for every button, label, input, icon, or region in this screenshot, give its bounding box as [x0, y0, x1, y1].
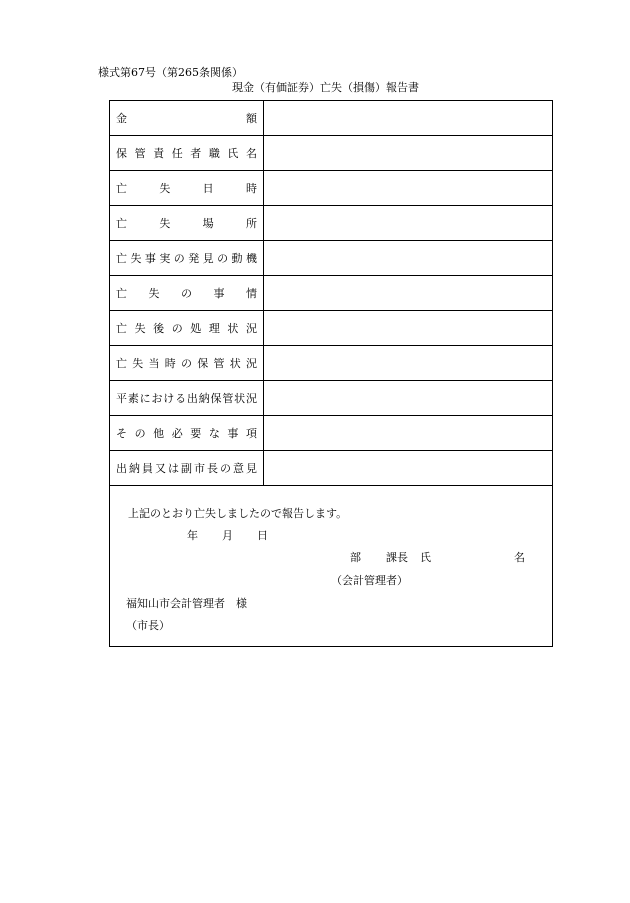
table-row [110, 416, 552, 451]
table-row [110, 136, 552, 171]
declaration-section [110, 486, 552, 646]
row-label-amount: 金額 [110, 101, 264, 135]
custodian-field[interactable] [264, 136, 552, 170]
discovery-field[interactable] [264, 241, 552, 275]
storage-at-loss-field[interactable] [264, 346, 552, 380]
loss-datetime-field[interactable] [264, 171, 552, 205]
usual-storage-field[interactable] [264, 381, 552, 415]
form-number: 様式第67号（第265条関係） [98, 66, 243, 79]
table-row [110, 101, 552, 136]
table-row [110, 171, 552, 206]
row-label-custodian: 保管責任者職氏名 [110, 136, 264, 170]
row-label-opinion: 出納員又は副市長の意見 [110, 451, 264, 485]
date-day-label: 日 [257, 529, 268, 542]
loss-place-field[interactable] [264, 206, 552, 240]
addressee: 福知山市会計管理者 様 [126, 597, 247, 610]
row-label-loss-datetime: 亡失日時 [110, 171, 264, 205]
row-label-circumstances: 亡失の事情 [110, 276, 264, 310]
row-label-usual-storage: 平素における出納保管状況 [110, 381, 264, 415]
mayor-note: （市長） [126, 619, 170, 632]
circumstances-field[interactable] [264, 276, 552, 310]
table-row [110, 311, 552, 346]
report-form-table [109, 100, 553, 647]
row-label-loss-place: 亡失場所 [110, 206, 264, 240]
section-chief-label: 課長 [386, 551, 408, 564]
name-label-shi: 氏 [420, 551, 431, 564]
row-label-storage-at-loss: 亡失当時の保管状況 [110, 346, 264, 380]
table-row [110, 276, 552, 311]
dept-label: 部 [350, 551, 361, 564]
table-row [110, 346, 552, 381]
accountant-note: （会計管理者） [331, 574, 408, 587]
table-row [110, 206, 552, 241]
opinion-field[interactable] [264, 451, 552, 485]
row-label-handling: 亡失後の処理状況 [110, 311, 264, 345]
row-label-other-matters: その他必要な事項 [110, 416, 264, 450]
table-row [110, 451, 552, 486]
document-title: 現金（有価証券）亡失（損傷）報告書 [232, 81, 419, 94]
date-year-label: 年 [187, 529, 198, 542]
row-label-discovery: 亡失事実の発見の動機 [110, 241, 264, 275]
other-matters-field[interactable] [264, 416, 552, 450]
amount-field[interactable] [264, 101, 552, 135]
handling-field[interactable] [264, 311, 552, 345]
name-label-mei: 名 [514, 551, 525, 564]
table-row [110, 381, 552, 416]
table-row [110, 241, 552, 276]
declaration-statement: 上記のとおり亡失しましたので報告します。 [128, 507, 348, 520]
date-month-label: 月 [222, 529, 233, 542]
